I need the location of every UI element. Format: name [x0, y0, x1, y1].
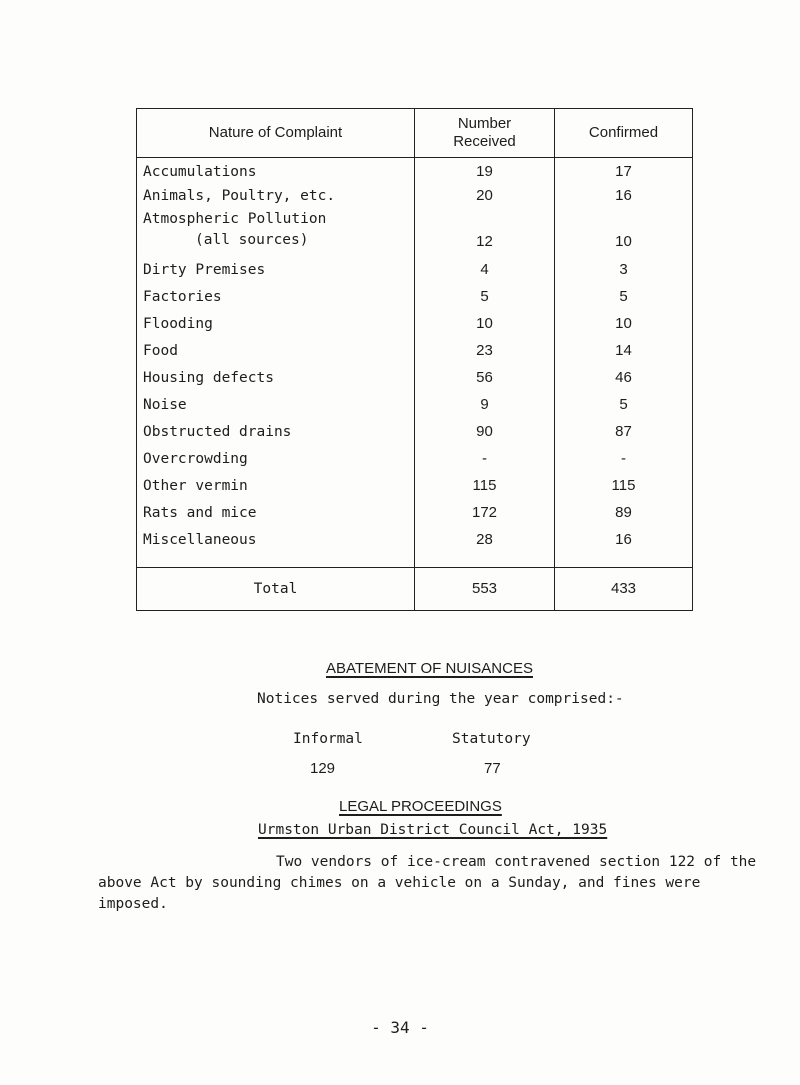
- page-number: - 34 -: [371, 1018, 429, 1037]
- received-value: 10: [476, 315, 493, 332]
- abatement-heading: ABATEMENT OF NUISANCES: [326, 660, 533, 677]
- complaint-label: Factories: [143, 289, 222, 305]
- confirmed-value: 10: [615, 233, 632, 250]
- complaint-label: Flooding: [143, 316, 213, 332]
- complaint-label: Rats and mice: [143, 505, 257, 521]
- confirmed-value: 87: [615, 423, 632, 440]
- legal-paragraph: Two vendors of ice-cream contravened section 122 of the above Act by sounding chimes on a vehicle on a Sunday, and fines were imposed.: [98, 854, 757, 912]
- received-value: 56: [476, 369, 493, 386]
- table-row: [137, 340, 692, 362]
- confirmed-value: 16: [615, 187, 632, 204]
- table-row: [137, 529, 692, 551]
- confirmed-value: 115: [611, 477, 636, 494]
- table-row: [137, 502, 692, 524]
- header-received-line2: Received: [453, 133, 516, 150]
- confirmed-value: 5: [619, 288, 628, 305]
- table-row: [137, 394, 692, 416]
- complaint-label: Food: [143, 343, 178, 359]
- informal-label: Informal: [293, 731, 363, 747]
- total-confirmed: 433: [610, 580, 637, 597]
- informal-count: 129: [310, 760, 336, 777]
- complaint-label: Atmospheric Pollution (all sources): [143, 211, 327, 248]
- complaint-label: Miscellaneous: [143, 532, 257, 548]
- complaints-table: [136, 108, 693, 611]
- total-row: [137, 568, 692, 610]
- complaint-label: Dirty Premises: [143, 262, 266, 278]
- received-value: 23: [476, 342, 493, 359]
- table-row: [137, 448, 692, 470]
- received-value: 4: [480, 261, 489, 278]
- confirmed-value: 14: [615, 342, 632, 359]
- table-row: [137, 209, 692, 253]
- table-row: [137, 161, 692, 183]
- confirmed-value: 17: [615, 163, 632, 180]
- table-row: [137, 475, 692, 497]
- complaint-label: Noise: [143, 397, 187, 413]
- table-row: [137, 421, 692, 443]
- received-value: 28: [476, 531, 493, 548]
- complaint-label: Obstructed drains: [143, 424, 292, 440]
- complaint-label: Other vermin: [143, 478, 248, 494]
- received-value: 115: [472, 477, 497, 494]
- header-received-line1: Number: [457, 115, 512, 132]
- table-row: [137, 259, 692, 281]
- table-row: [137, 185, 692, 207]
- statutory-label: Statutory: [452, 731, 531, 747]
- table-row: [137, 367, 692, 389]
- confirmed-value: 5: [619, 396, 628, 413]
- received-value: 9: [480, 396, 489, 413]
- confirmed-value: 3: [619, 261, 628, 278]
- received-value: 20: [476, 187, 493, 204]
- confirmed-value: -: [621, 450, 626, 467]
- confirmed-value: 16: [615, 531, 632, 548]
- complaint-label: Accumulations: [143, 164, 257, 180]
- abatement-intro: Notices served during the year comprised:-: [257, 691, 624, 707]
- confirmed-value: 10: [615, 315, 632, 332]
- table-row: [137, 286, 692, 308]
- table-row: [137, 313, 692, 335]
- confirmed-value: 89: [615, 504, 632, 521]
- total-received: 553: [471, 580, 498, 597]
- statutory-count: 77: [484, 760, 501, 777]
- received-value: 90: [476, 423, 493, 440]
- received-value: 12: [476, 233, 493, 250]
- complaint-label: Housing defects: [143, 370, 274, 386]
- complaint-label: Animals, Poultry, etc.: [143, 188, 336, 204]
- received-value: 19: [476, 163, 493, 180]
- total-label: Total: [253, 581, 298, 597]
- received-value: 5: [480, 288, 489, 305]
- complaint-label: Overcrowding: [143, 451, 248, 467]
- legal-heading: LEGAL PROCEEDINGS: [339, 798, 502, 815]
- legal-subheading: Urmston Urban District Council Act, 1935: [258, 822, 608, 838]
- received-value: 172: [471, 504, 498, 521]
- header-number-received: [415, 109, 554, 157]
- header-rule: [137, 157, 692, 158]
- header-confirmed: Confirmed: [588, 124, 659, 141]
- header-nature-of-complaint: Nature of Complaint: [208, 124, 343, 141]
- confirmed-value: 46: [615, 369, 632, 386]
- received-value: -: [482, 450, 487, 467]
